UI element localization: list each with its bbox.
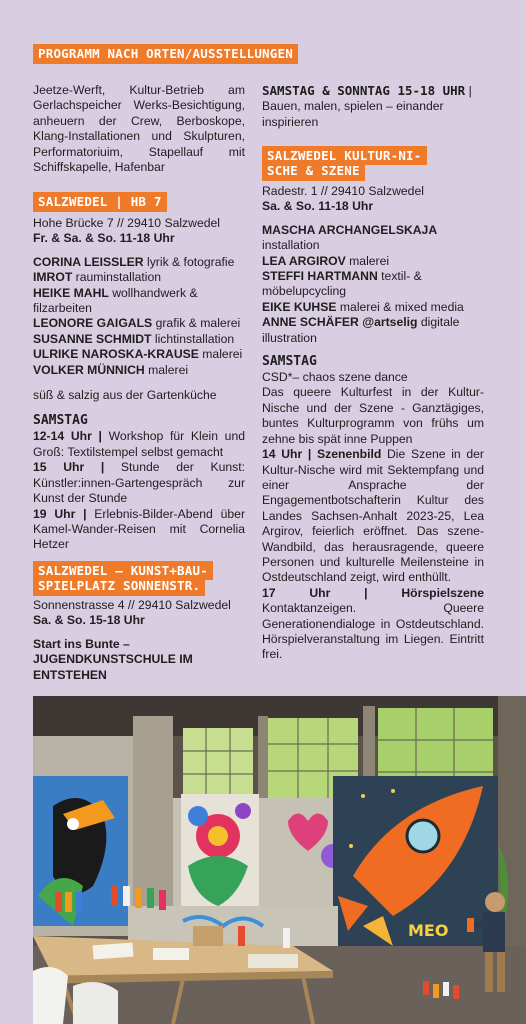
intro-text: Jeetze-Werft, Kultur-Betrieb am Gerlachspeicher Werks-Besichtigung, anheuern der Crew, Berboskope, Klang-Installationen und Skulpturen, Performatoriuim, Stapellauf mit Schiffskapelle, Hafenbar: [33, 83, 245, 175]
event-item: 15 Uhr | Stunde der Kunst: Künstler:innen-Gartengespräch zur Kunst der Stunde: [33, 460, 246, 506]
kultur-header-line1: SALZWEDEL KULTUR-NI-: [267, 148, 422, 163]
graffiti-tag: MEO: [408, 921, 449, 940]
event-item: 19 Uhr | Erlebnis-Bilder-Abend über Kamel-Wander-Reisen mit Cornelia Hetzer: [33, 506, 246, 552]
hb7-saturday-title: SAMSTAG: [33, 413, 88, 429]
hb7-header: [33, 192, 167, 212]
kultur-section: [262, 184, 484, 663]
kultur-header-line2: SCHE & SZENE: [267, 163, 360, 178]
artist-item: MASCHA ARCHANGELSKAJA installation: [262, 222, 438, 253]
hb7-artist-list: [33, 255, 245, 378]
kultur-address: Radestr. 1 // 29410 Salzwedel: [262, 184, 424, 198]
artist-item: IMROT rauminstallation: [33, 270, 162, 285]
artist-item: VOLKER MÜNNICH malerei: [33, 362, 189, 377]
hb7-header-text: SALZWEDEL | HB 7: [38, 194, 162, 209]
artist-item: STEFFI HARTMANN textil- & möbelupcycling: [262, 269, 422, 299]
bau-header-line1: SALZWEDEL – KUNST+BAU-: [38, 563, 208, 578]
artist-item: EIKE KUHSE malerei & mixed media: [262, 299, 464, 314]
artist-item: LEA ARGIROV malerei: [262, 253, 390, 268]
kultur-header-2: [262, 163, 365, 181]
bau-header-line2: SPIELPLATZ SONNENSTR.: [38, 578, 201, 593]
bau-header-2: [33, 578, 205, 596]
event-item: 12-14 Uhr | Workshop für Klein und Groß: Textilstempel selbst gemacht: [33, 429, 246, 459]
workshop-photo: [33, 696, 526, 1024]
main-header-text: PROGRAMM NACH ORTEN/AUSSTELLUNGEN: [38, 46, 293, 61]
event-item: 14 Uhr | Szenenbild Die Szene in der Kultur-Nische wird mit Sektempfang und einer Ansprache der Engagementbotschafterin Kultur des Landes Sachsen-Anhalt 2023-25, Lea Argirov, feierlich eröffnet. Das szene-Wandbild, das herausragende, queere Personen und kulturelle Meilensteine in Ostdeutschland zeigt, wird enthüllt.: [262, 447, 484, 585]
left-intro: [33, 83, 245, 175]
artist-item: LEONORE GAIGALS grafik & malerei: [33, 316, 241, 331]
hb7-events: [33, 429, 245, 552]
artist-item: HEIKE MAHL wollhandwerk & filzarbeiten: [33, 285, 198, 316]
artist-item: CORINA LEISSLER lyrik & fotografie: [33, 254, 235, 269]
kultur-intro: Das queere Kulturfest in der Kultur-Nische und der Szene - Ganztägiges, buntes Kulturprogramm von frühs um zehne bis spät inne Puppen: [262, 385, 484, 446]
artist-item: ULRIKE NAROSKA-KRAUSE malerei: [33, 347, 243, 362]
artist-item: SUSANNE SCHMIDT lichtinstallation: [33, 331, 235, 346]
hb7-hours: Fr. & Sa. & So. 11-18 Uhr: [33, 231, 175, 246]
hb7-address: Hohe Brücke 7 // 29410 Salzwedel: [33, 216, 220, 230]
artist-item: ANNE SCHÄFER @artselig digitale illustration: [262, 315, 460, 345]
event-item: 17 Uhr | Hörspielszene Kontaktanzeigen. Queere Generationendialoge in Ostdeutschland. Hörspielveranstaltung im Liegen. Eintritt frei.: [262, 585, 484, 662]
main-header: [33, 44, 298, 64]
kultur-hours: Sa. & So. 11-18 Uhr: [262, 199, 374, 214]
bau-section: [33, 598, 245, 683]
csd-line: CSD*– chaos szene dance: [262, 370, 408, 385]
weekend-text: SAMSTAG & SONNTAG 15-18 UHR | Bauen, malen, spielen – einander inspirieren: [262, 83, 472, 129]
kitchen-note: süß & salzig aus der Gartenküche: [33, 388, 217, 403]
bau-hours: Sa. & So. 15-18 Uhr: [33, 613, 145, 628]
bau-address: Sonnenstrasse 4 // 29410 Salzwedel: [33, 598, 231, 612]
hb7-section: [33, 216, 245, 553]
right-weekend: [262, 83, 484, 130]
workshop-photo-illustration: [33, 696, 526, 1024]
bau-highlight: Start ins Bunte – JUGENDKUNSTSCHULE IM ENTSTEHEN: [33, 636, 193, 682]
kultur-saturday-title: SAMSTAG: [262, 354, 317, 370]
kultur-artist-list: [262, 223, 484, 346]
